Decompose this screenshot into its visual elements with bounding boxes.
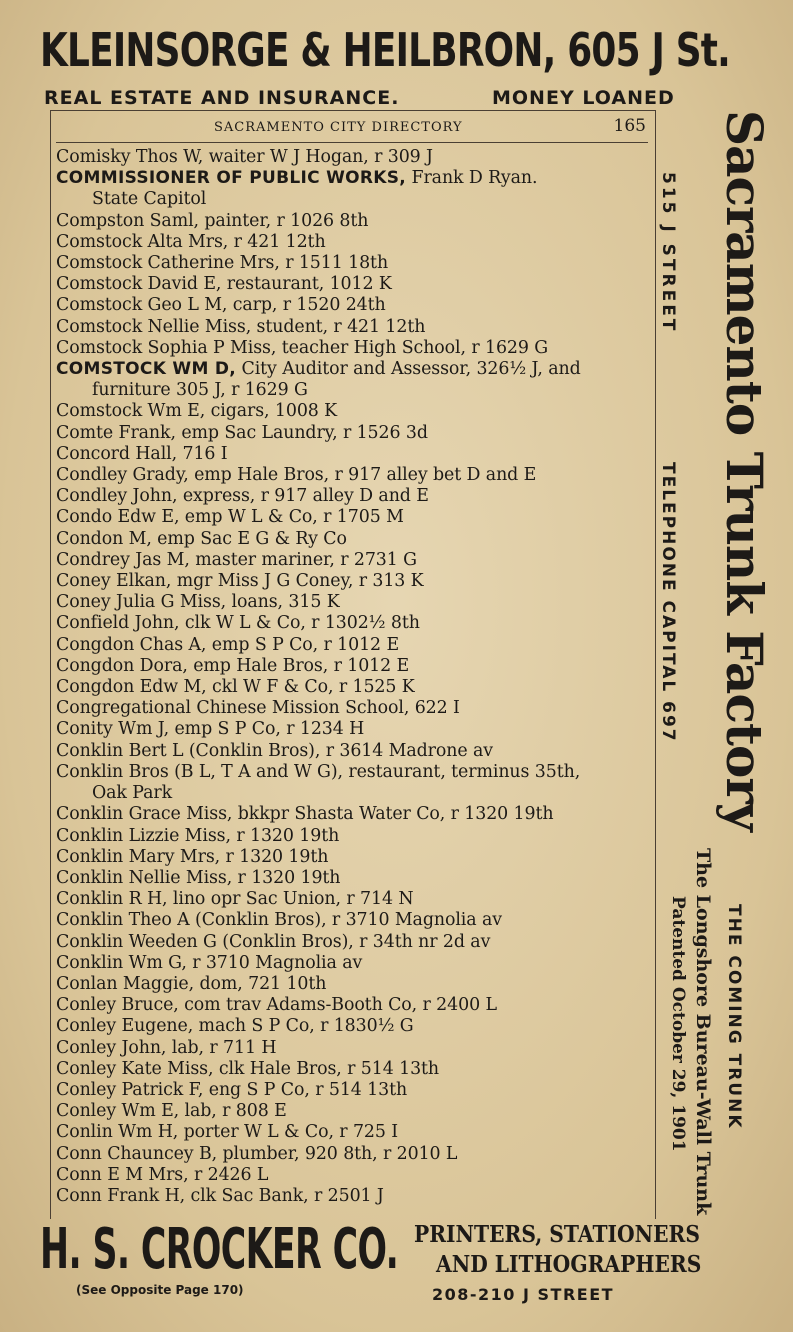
entry-text: Comisky Thos W, waiter W J Hogan, r 309 J	[56, 147, 433, 167]
advertiser-banner: KLEINSORGE & HEILBRON, 605 J St.	[40, 23, 731, 77]
entry-text: Conley Eugene, mach S P Co, r 1830½ G	[56, 1016, 414, 1037]
directory-entry	[56, 253, 650, 274]
entry-text: Comstock Sophia P Miss, teacher High School, r 1629 G	[56, 337, 549, 358]
entry-text: Condon M, emp Sac E G & Ry Co	[56, 528, 347, 549]
directory-entry	[56, 295, 650, 316]
side-ad-coming-trunk: THE COMING TRUNK	[724, 904, 744, 1130]
side-ad-trunk-factory: Sacramento Trunk Factory	[715, 110, 774, 831]
directory-entry	[56, 656, 650, 677]
entry-bold-name: COMMISSIONER OF PUBLIC WORKS,	[56, 168, 407, 189]
entry-text: Conley Patrick F, eng S P Co, r 514 13th	[56, 1079, 408, 1100]
directory-entry	[56, 762, 650, 783]
entry-text: Compston Saml, painter, r 1026 8th	[56, 210, 369, 231]
entry-text: furniture 305 J, r 1629 G	[92, 380, 308, 401]
directory-entry	[56, 338, 650, 359]
directory-entry	[56, 1144, 650, 1165]
directory-entry	[56, 698, 650, 719]
directory-entry	[56, 613, 650, 634]
directory-entry	[56, 147, 650, 168]
footer-company: H. S. CROCKER CO.	[40, 1217, 399, 1282]
footer-line2: AND LITHOGRAPHERS	[436, 1251, 702, 1278]
tagline-right: MONEY LOANED	[492, 87, 675, 109]
directory-entry	[56, 974, 650, 995]
entry-text: Conity Wm J, emp S P Co, r 1234 H	[56, 719, 365, 740]
entry-text: Coney Elkan, mgr Miss J G Coney, r 313 K	[56, 571, 424, 592]
footer-line1: PRINTERS, STATIONERS	[414, 1221, 700, 1248]
entry-text: Conn Chauncey B, plumber, 920 8th, r 2010 L	[56, 1143, 458, 1164]
entry-text: Comstock Catherine Mrs, r 1511 18th	[56, 253, 389, 274]
directory-entry	[56, 1038, 650, 1059]
entry-text: State Capitol	[92, 189, 207, 210]
directory-entry	[56, 507, 650, 528]
entry-text: Condrey Jas M, master mariner, r 2731 G	[56, 549, 417, 570]
entry-text: Conklin Weeden G (Conklin Bros), r 34th nr 2d av	[56, 931, 491, 952]
entry-text: Conley Bruce, com trav Adams-Booth Co, r 2400 L	[56, 995, 497, 1016]
directory-entry	[56, 1016, 650, 1037]
directory-entry	[56, 677, 650, 698]
directory-entry	[56, 211, 650, 232]
entry-text: Condo Edw E, emp W L & Co, r 1705 M	[56, 507, 404, 528]
side-ad-phone: TELEPHONE CAPITAL 697	[658, 462, 678, 743]
directory-entry	[56, 932, 650, 953]
directory-entry	[56, 465, 650, 486]
directory-entry	[56, 1101, 650, 1122]
directory-entry	[56, 783, 650, 804]
entry-text: Conklin Wm G, r 3710 Magnolia av	[56, 952, 363, 973]
entry-text: Conley Wm E, lab, r 808 E	[56, 1101, 287, 1122]
entry-text: Congdon Chas A, emp S P Co, r 1012 E	[56, 634, 400, 655]
entry-text: Concord Hall, 716 I	[56, 443, 228, 464]
directory-entry	[56, 168, 650, 189]
directory-entry	[56, 444, 650, 465]
entry-text: Congdon Edw M, ckl W F & Co, r 1525 K	[56, 677, 415, 698]
directory-entry	[56, 868, 650, 889]
entry-text: Comstock Wm E, cigars, 1008 K	[56, 401, 338, 422]
directory-entry	[56, 719, 650, 740]
directory-entry	[56, 592, 650, 613]
entry-text: Conklin R H, lino opr Sac Union, r 714 N	[56, 889, 414, 910]
entry-text: Confield John, clk W L & Co, r 1302½ 8th	[56, 613, 420, 634]
entry-text: Comte Frank, emp Sac Laundry, r 1526 3d	[56, 422, 428, 443]
directory-listing	[56, 147, 650, 1207]
entry-text: Comstock Geo L M, carp, r 1520 24th	[56, 295, 386, 316]
side-ad-street: 515 J STREET	[658, 172, 678, 334]
directory-entry	[56, 274, 650, 295]
entry-text: Conklin Mary Mrs, r 1320 19th	[56, 846, 329, 867]
page-header	[56, 116, 648, 143]
entry-bold-name: COMSTOCK WM D,	[56, 359, 237, 380]
entry-text: Congdon Dora, emp Hale Bros, r 1012 E	[56, 655, 410, 676]
footer-see-opposite: (See Opposite Page 170)	[76, 1283, 244, 1297]
directory-entry	[56, 910, 650, 931]
directory-entry	[56, 571, 650, 592]
entry-text: Conklin Theo A (Conklin Bros), r 3710 Magnolia av	[56, 910, 502, 931]
directory-entry	[56, 486, 650, 507]
directory-entry	[56, 953, 650, 974]
running-head: SACRAMENTO CITY DIRECTORY	[214, 120, 463, 135]
directory-entry	[56, 401, 650, 422]
directory-entry	[56, 189, 650, 210]
directory-entry	[56, 635, 650, 656]
entry-text: Conklin Lizzie Miss, r 1320 19th	[56, 825, 340, 846]
entry-text: Condley John, express, r 917 alley D and E	[56, 486, 429, 507]
directory-entry	[56, 317, 650, 338]
entry-text: Coney Julia G Miss, loans, 315 K	[56, 592, 340, 613]
directory-entry	[56, 826, 650, 847]
directory-entry	[56, 380, 650, 401]
entry-text: Conklin Bros (B L, T A and W G), restaurant, terminus 35th,	[56, 761, 581, 782]
directory-entry	[56, 1059, 650, 1080]
directory-entry	[56, 1186, 650, 1207]
entry-text: Conlin Wm H, porter W L & Co, r 725 I	[56, 1122, 399, 1143]
directory-entry	[56, 359, 650, 380]
entry-text: Comstock Nellie Miss, student, r 421 12th	[56, 316, 426, 337]
entry-text: Conn Frank H, clk Sac Bank, r 2501 J	[56, 1185, 384, 1206]
directory-entry	[56, 1080, 650, 1101]
directory-entry	[56, 847, 650, 868]
directory-entry	[56, 529, 650, 550]
entry-text: Conklin Bert L (Conklin Bros), r 3614 Madrone av	[56, 740, 493, 761]
directory-entry	[56, 995, 650, 1016]
entry-text: Comstock Alta Mrs, r 421 12th	[56, 231, 326, 252]
directory-entry	[56, 232, 650, 253]
entry-text: Conley Kate Miss, clk Hale Bros, r 514 13th	[56, 1058, 440, 1079]
entry-text: Conn E M Mrs, r 2426 L	[56, 1164, 269, 1185]
directory-entry	[56, 423, 650, 444]
directory-entry	[56, 1165, 650, 1186]
entry-text: Frank D Ryan.	[406, 168, 538, 189]
entry-text: Congregational Chinese Mission School, 622 I	[56, 698, 460, 719]
entry-text: Oak Park	[92, 783, 173, 804]
side-ad-longshore: The Longshore Bureau-Wall Trunk	[692, 848, 714, 1216]
entry-text: Conley John, lab, r 711 H	[56, 1037, 277, 1058]
entry-text: Comstock David E, restaurant, 1012 K	[56, 274, 392, 295]
side-ad-patented: Patented October 29, 1901	[668, 896, 688, 1152]
footer-address: 208-210 J STREET	[432, 1285, 615, 1304]
directory-entry	[56, 741, 650, 762]
entry-text: Conklin Grace Miss, bkkpr Shasta Water Co, r 1320 19th	[56, 804, 554, 825]
entry-text: Conlan Maggie, dom, 721 10th	[56, 973, 327, 994]
directory-entry	[56, 1122, 650, 1143]
entry-text: City Auditor and Assessor, 326½ J, and	[236, 359, 581, 380]
tagline-left: REAL ESTATE AND INSURANCE.	[44, 87, 400, 109]
entry-text: Condley Grady, emp Hale Bros, r 917 alley bet D and E	[56, 465, 537, 486]
directory-entry	[56, 550, 650, 571]
directory-entry	[56, 889, 650, 910]
page-number: 165	[613, 116, 646, 136]
entry-text: Conklin Nellie Miss, r 1320 19th	[56, 867, 341, 888]
directory-entry	[56, 804, 650, 825]
